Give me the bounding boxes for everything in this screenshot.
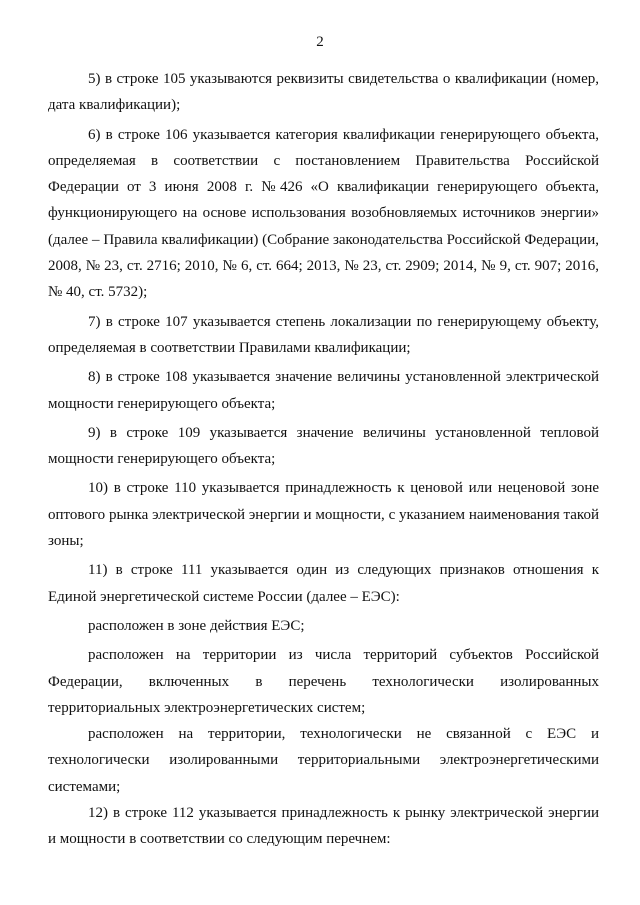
paragraph-item-10: 10) в строке 110 указывается принадлежность к ценовой или неценовой зоне оптового рынка электрической энергии и мощности, с указанием наименования такой зоны; xyxy=(48,480,599,550)
paragraph-item-8: 8) в строке 108 указывается значение величины установленной электрической мощности генерирующего объекта; xyxy=(48,369,599,412)
paragraph-item-7: 7) в строке 107 указывается степень локализации по генерирующему объекту, определяемая в соответствии Правилами квалификации; xyxy=(48,313,599,356)
paragraph-item-9: 9) в строке 109 указывается значение величины установленной тепловой мощности генерирующего объекта; xyxy=(48,424,599,468)
paragraph-option-3: расположен на территории, технологически не связанной с ЕЭС и технологически изолированными территориальными электроэнергетическими системами; xyxy=(48,726,599,795)
paragraph-item-5: 5) в строке 105 указываются реквизиты свидетельства о квалификации (номер, дата квалификации); xyxy=(48,71,599,114)
document-body xyxy=(48,66,599,853)
page-number: 2 xyxy=(316,34,324,50)
paragraph-item-6: 6) в строке 106 указывается категория квалификации генерирующего объекта, определяемая в соответствии с постановлением Правительства Российской Федерации от 3 июня 2008 г. №426 «О квалификации генерирующего объекта, функционирующего на основе использования возобновляемых источников энергии» (далее – Правила квалификации) (Собрание законодательства Российской Федерации, 2008, № 23, ст. 2716; 2010, № 6, ст. 664; 2013, № 23, ст. 2909; 2014, № 9, ст. 907; 2016, № 40, ст. 5732); xyxy=(48,126,599,301)
paragraph-item-12: 12) в строке 112 указывается принадлежность к рынку электрической энергии и мощности в соответствии со следующим перечнем: xyxy=(48,805,599,848)
paragraph-option-1: расположен в зоне действия ЕЭС; xyxy=(88,617,305,634)
paragraph-option-2: расположен на территории из числа территорий субъектов Российской Федерации, включенных в перечень технологически изолированных территориальных электроэнергетических систем; xyxy=(48,647,599,716)
paragraph-item-11: 11) в строке 111 указывается один из следующих признаков отношения к Единой энергетической системе России (далее – ЕЭС): xyxy=(48,562,599,605)
